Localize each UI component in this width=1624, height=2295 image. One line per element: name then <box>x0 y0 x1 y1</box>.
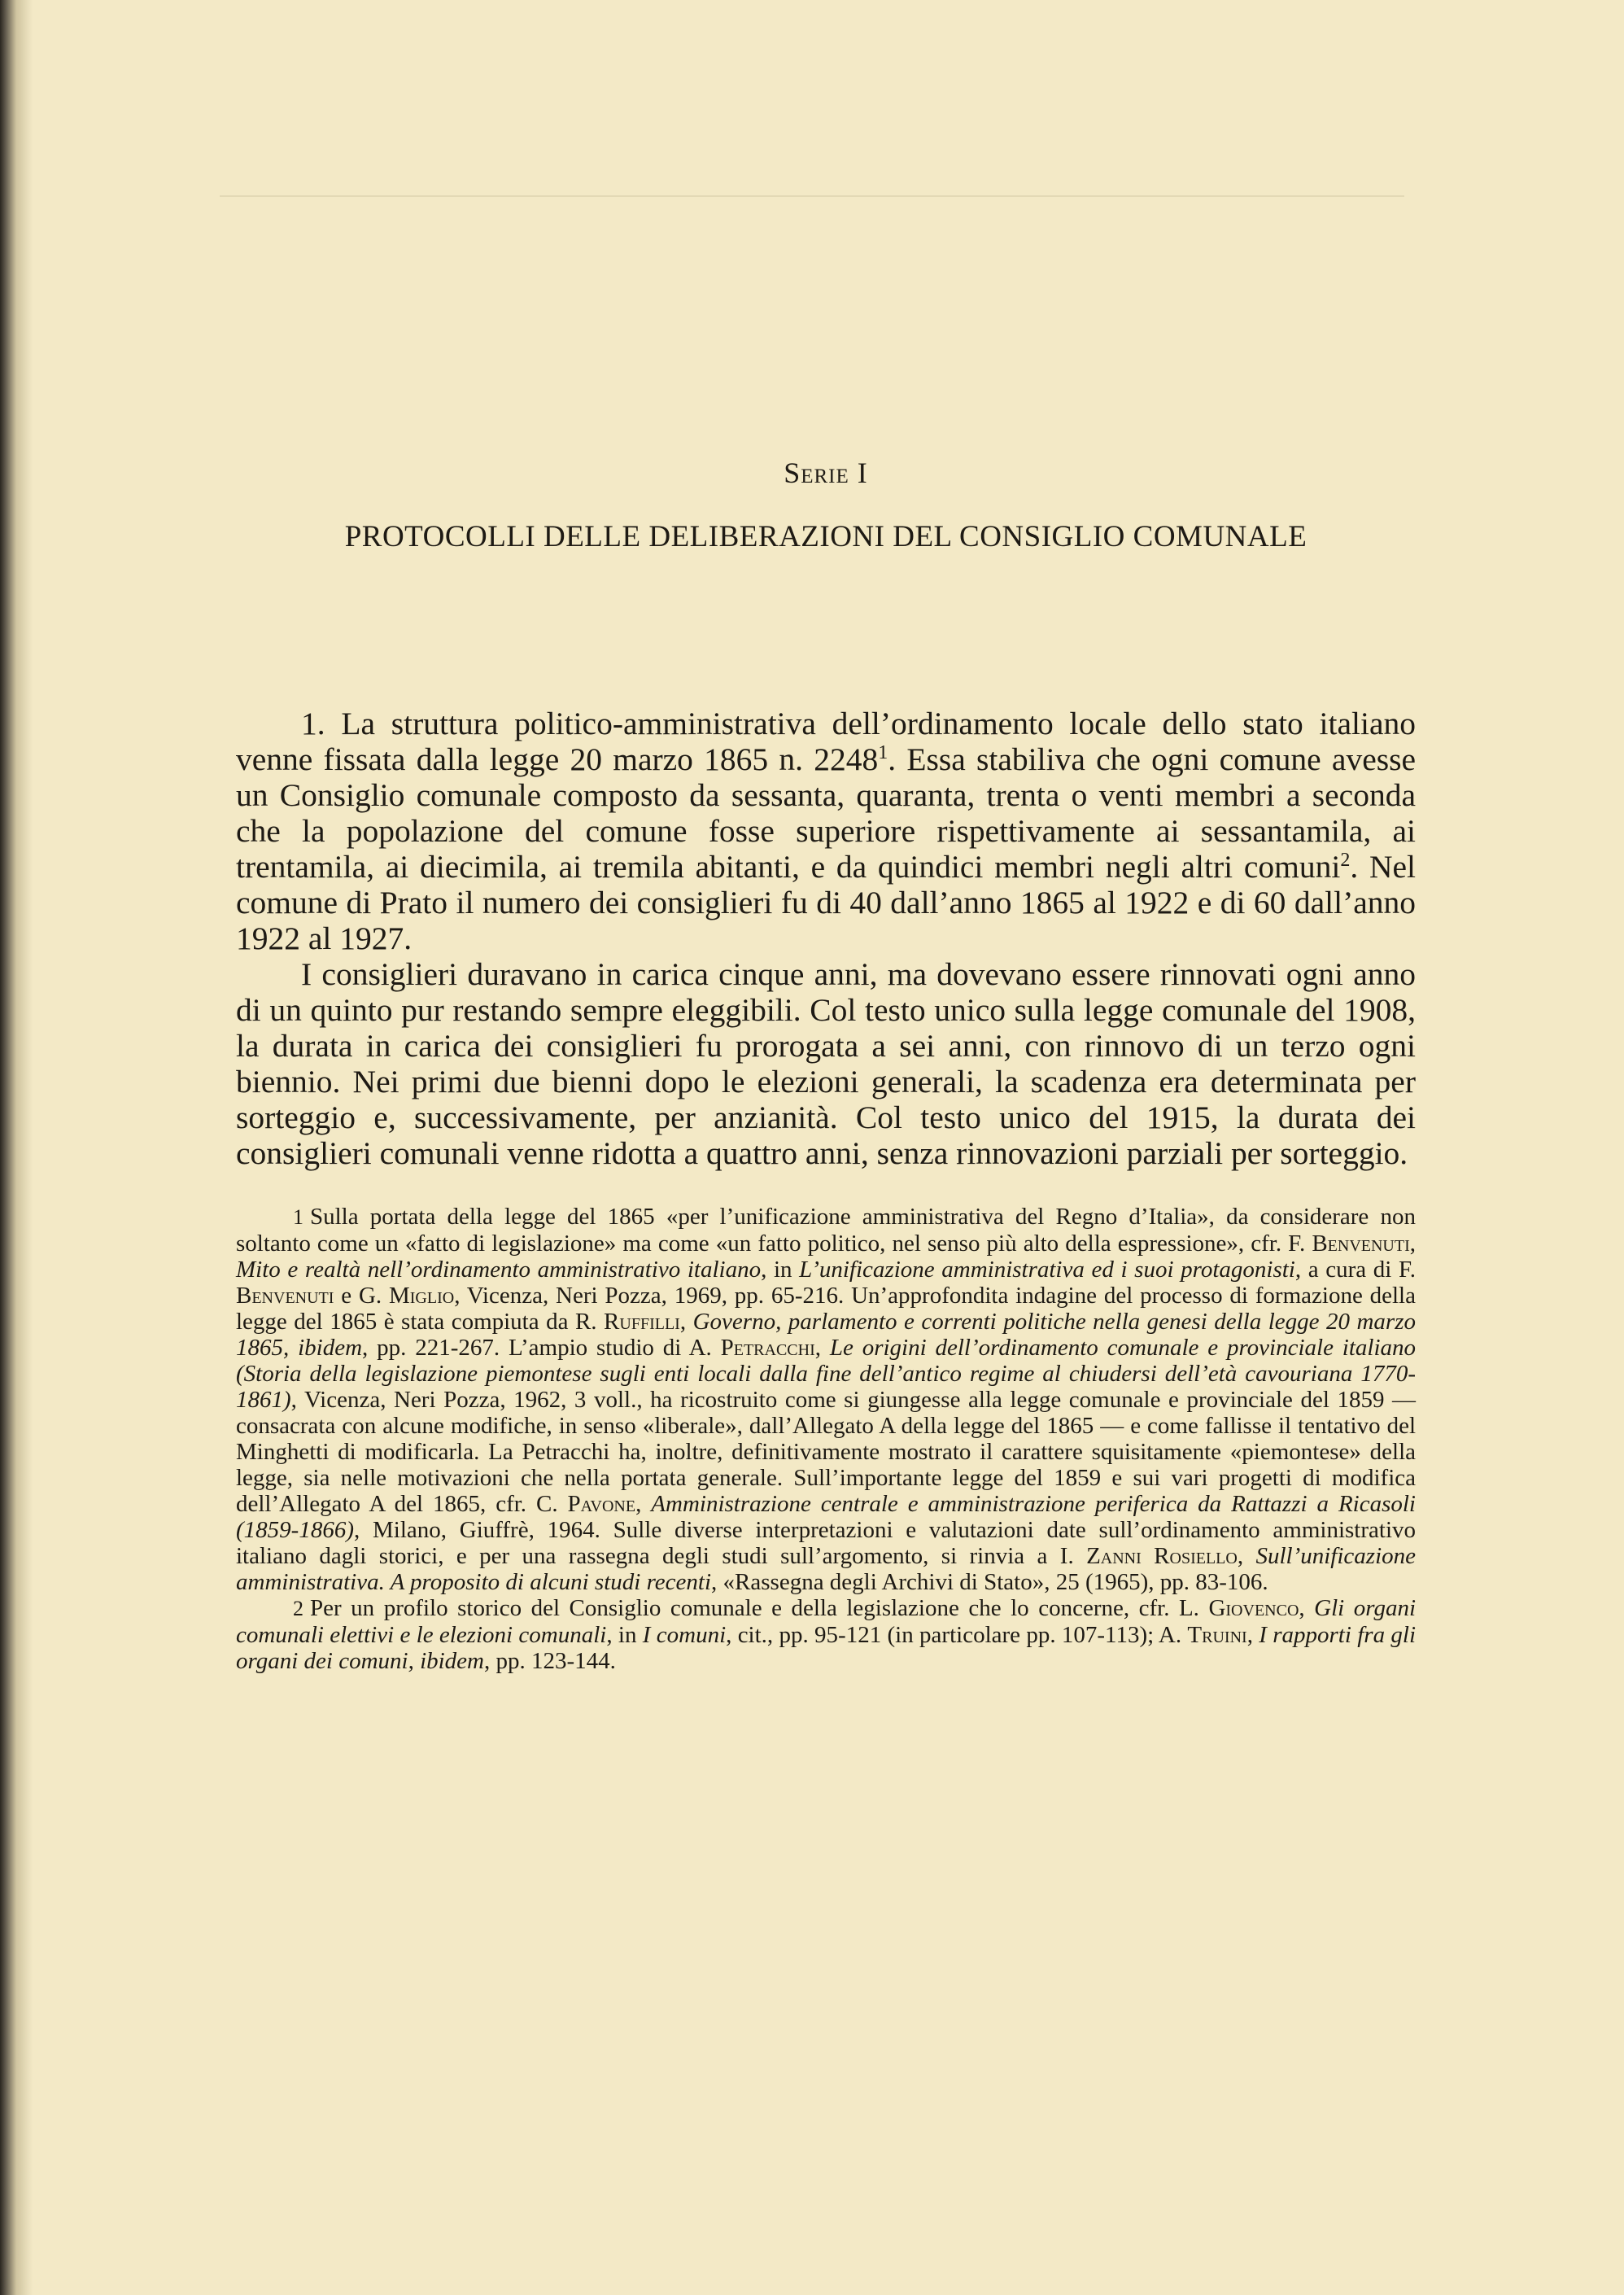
footnote-text: , <box>1237 1543 1256 1569</box>
bleed-through-shadow <box>220 195 1404 197</box>
footnote-text: , cit., pp. 95-121 (in particolare pp. 107-113); A. <box>726 1622 1188 1648</box>
paragraph-1-text-a: 1. La struttura politico-amministrativa dell’ordinamento locale dello stato italiano venne fissata dalla legge 20 marzo 1865 n. 2248 <box>236 706 1416 777</box>
work-title: Gli organi comunali elettivi e le elezioni comunali <box>236 1595 1417 1648</box>
footnote-2-number: 2 <box>293 1597 303 1620</box>
work-title: Sull’unificazione amministrativa. A proposito di alcuni studi recenti <box>236 1543 1416 1595</box>
footnote-text: , <box>1409 1231 1416 1257</box>
page-binding-edge <box>0 0 33 2295</box>
work-title: Mito e realtà nell’ordinamento amministrativo italiano <box>236 1257 762 1283</box>
footnote-text: Per un profilo storico del Consiglio comunale e della legislazione che lo concerne, cfr. L. <box>310 1595 1209 1621</box>
footnote-text: , Vicenza, Neri Pozza, 1969, pp. 65-216. Un’approfondita indagine del processo di formazione della legge del 1865 è stata compiuta da R. <box>236 1283 1416 1335</box>
paragraph-1-text-c: . Nel comune di Prato il numero dei consiglieri fu di 40 dall’anno 1865 al 1922 e di 60 dall’anno 1922 al 1927. <box>236 849 1416 956</box>
author-name: Petracchi <box>720 1335 815 1361</box>
footnote-text: , pp. 221-267. L’ampio studio di A. <box>362 1335 721 1361</box>
author-name: Giovenco <box>1208 1595 1299 1621</box>
footnotes <box>236 1204 1416 1674</box>
footnote-text: e G. <box>334 1283 389 1309</box>
author-name: Benvenuti <box>236 1283 334 1309</box>
paragraph-1 <box>236 706 1416 956</box>
footnote-text: , <box>814 1335 830 1361</box>
author-name: Benvenuti <box>1312 1231 1410 1257</box>
work-title: Governo, parlamento e correnti politiche nella genesi della legge 20 marzo 1865, ibidem <box>236 1309 1416 1361</box>
author-name: Miglio <box>388 1283 455 1309</box>
footnote-text: , <box>1299 1595 1315 1621</box>
work-title: L’unificazione amministrativa ed i suoi protagonisti <box>799 1257 1295 1283</box>
paragraph-1-text-b: . Essa stabiliva che ogni comune avesse un Consiglio comunale composto da sessanta, quaranta, trenta o venti membri a seconda che la popolazione del comune fosse superiore rispettivamente ai sessantamila, ai trentamila, ai diecimila, ai tremila abitanti, e da quindici membri negli altri comuni <box>236 741 1417 885</box>
footnote-text: , <box>679 1309 693 1335</box>
work-title: Le origini dell’ordinamento comunale e provinciale italiano (Storia della legislazione piemontese sugli enti locali dalla fine dell’antico regime al chiudersi dell’età cavouriana 1770-1861) <box>236 1335 1417 1413</box>
footnote-2 <box>236 1595 1416 1674</box>
series-heading: Serie I <box>784 457 868 489</box>
footnote-text: , in <box>761 1257 800 1283</box>
footnote-ref-1: 1 <box>878 741 888 763</box>
body-text <box>236 706 1416 1171</box>
footnote-text: , in <box>606 1622 643 1648</box>
work-title: Amministrazione centrale e amministrazione periferica da Rattazzi a Ricasoli (1859-1866) <box>236 1491 1416 1543</box>
page-title: PROTOCOLLI DELLE DELIBERAZIONI DEL CONSIGLIO COMUNALE <box>344 520 1307 553</box>
footnote-text: , pp. 123-144. <box>484 1648 616 1674</box>
footnote-text: , Milano, Giuffrè, 1964. Sulle diverse interpretazioni e valutazioni date sull’ordinamento amministrativo italiano dagli storici, e per una rassegna degli studi sull’argomento, si rinvia a I. <box>236 1517 1416 1569</box>
author-name: Ruffilli <box>604 1309 680 1335</box>
footnote-text: , Vicenza, Neri Pozza, 1962, 3 voll., ha ricostruito come si giungesse alla legge comunale e provinciale del 1859 — consacrata con alcune modifiche, in senso «liberale», dall’Allegato A della legge del 1865 — e come fallisse il tentativo del Minghetti di modificarla. La Petracchi ha, inoltre, definitivamente mostrato il carattere squisitamente «piemontese» della legge, sia nelle motivazioni che nella portata generale. Sull’importante legge del 1859 e sui vari progetti di modifica dell’Allegato A del 1865, cfr. C. <box>236 1387 1416 1517</box>
footnote-text: Sulla portata della legge del 1865 «per l’unificazione amministrativa del Regno d’Italia», da considerare non soltanto come un «fatto di legislazione» ma come «un fatto politico, nel senso più alto della espressione», cfr. F. <box>236 1204 1416 1257</box>
footnote-text: , «Rassegna degli Archivi di Stato», 25 (1965), pp. 83-106. <box>711 1569 1268 1595</box>
document-page <box>236 456 1416 1674</box>
footnote-text: , <box>1246 1622 1259 1648</box>
work-title: I rapporti fra gli organi dei comuni, ibidem <box>236 1622 1417 1674</box>
footnote-1 <box>236 1204 1416 1595</box>
paragraph-2: I consiglieri duravano in carica cinque anni, ma dovevano essere rinnovati ogni anno di un quinto pur restando sempre eleggibili. Col testo unico sulla legge comunale del 1908, la durata in carica dei consiglieri fu prorogata a sei anni, con rinnovo di un terzo ogni biennio. Nei primi due bienni dopo le elezioni generali, la scadenza era determinata per sorteggio e, successivamente, per anzianità. Col testo unico del 1915, la durata dei consiglieri comunali venne ridotta a quattro anni, senza rinnovazioni parziali per sorteggio. <box>236 956 1416 1171</box>
footnote-1-number: 1 <box>293 1205 303 1229</box>
footnote-ref-2: 2 <box>1340 849 1351 871</box>
footnote-text: , <box>635 1491 652 1517</box>
author-name: Zanni Rosiello <box>1086 1543 1238 1569</box>
footnote-text: , a cura di F. <box>1294 1257 1416 1283</box>
work-title: I comuni <box>642 1622 727 1648</box>
author-name: Truini <box>1187 1622 1247 1648</box>
author-name: Pavone <box>567 1491 636 1517</box>
